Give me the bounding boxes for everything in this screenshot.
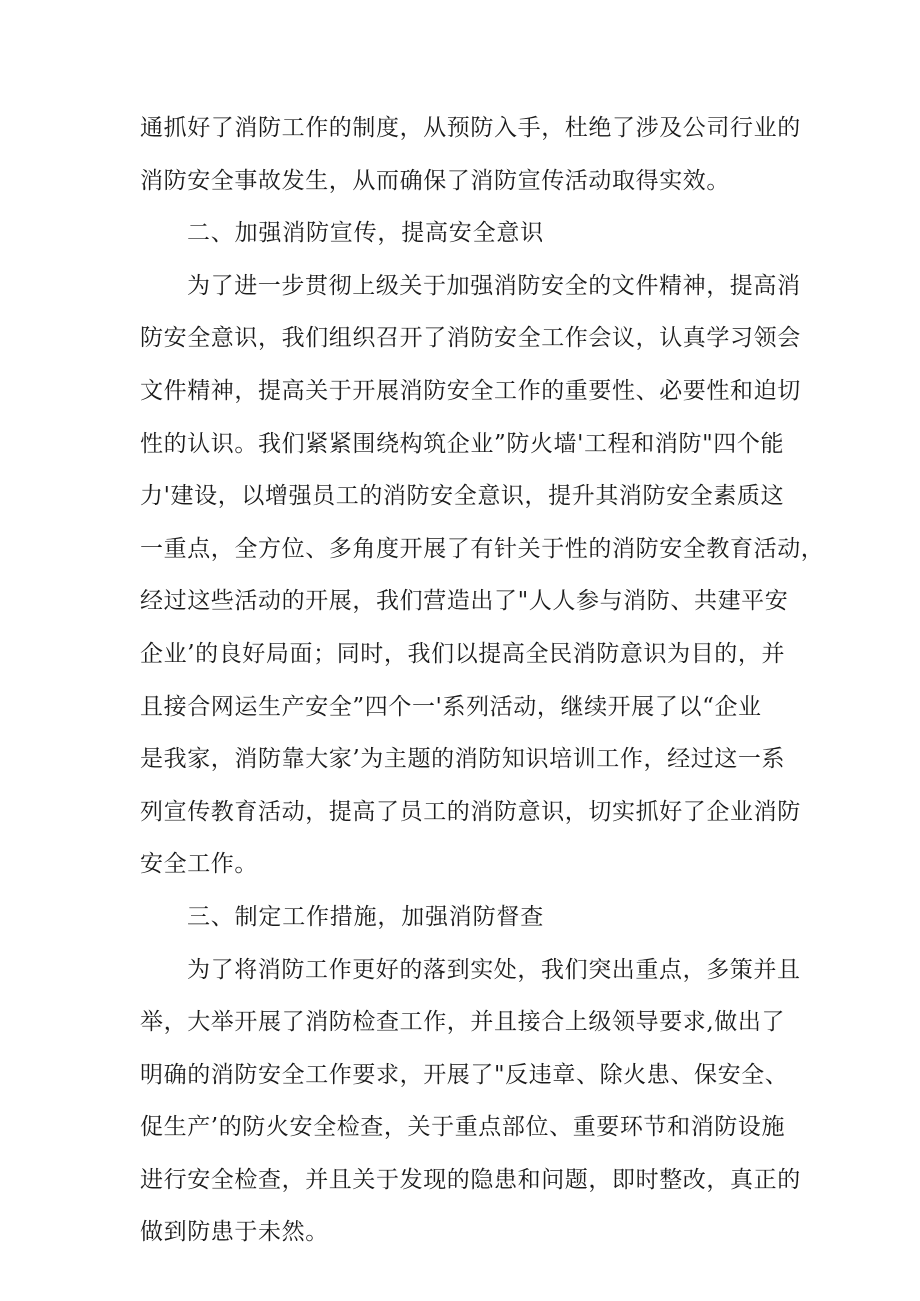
paragraph-line: 进行安全检查，并且关于发现的隐患和问题，即时整改，真正的: [140, 1166, 801, 1193]
paragraph-line: 为了进一步贯彻上级关于加强消防安全的文件精神，提高消: [187, 272, 801, 299]
paragraph-line: 力'建设，以增强员工的消防安全意识，提升其消防安全素质这: [140, 483, 785, 510]
paragraph-line: 且接合网运生产安全”四个一'系列活动，继续开展了以“企业: [140, 693, 762, 720]
paragraph-line: 促生产’的防火安全检查，关于重点部位、重要环节和消防设施: [140, 1114, 786, 1141]
paragraph-line: 为了将消防工作更好的落到实处，我们突出重点，多策并且: [187, 956, 801, 983]
section-heading-2: 二、加强消防宣传，提高安全意识: [187, 220, 544, 247]
paragraph-line: 一重点，全方位、多角度开展了有针关于性的消防安全教育活动，: [140, 535, 825, 562]
paragraph-line: 消防安全事故发生，从而确保了消防宣传活动取得实效。: [140, 167, 730, 194]
paragraph-line: 经过这些活动的开展，我们营造出了"人人参与消防、共建平安: [140, 588, 789, 615]
paragraph-line: 防安全意识，我们组织召开了消防安全工作会议，认真学习领会: [140, 325, 801, 352]
paragraph-line: 安全工作。: [140, 851, 258, 878]
paragraph-line: 明确的消防安全工作要求，开展了"反违章、除火患、保安全、: [140, 1061, 789, 1088]
paragraph-line: 通抓好了消防工作的制度，从预防入手，杜绝了涉及公司行业的: [140, 115, 801, 141]
paragraph-line: 是我家，消防靠大家’为主题的消防知识培训工作，经过这一系: [140, 746, 786, 773]
paragraph-line: 文件精神，提高关于开展消防安全工作的重要性、必要性和迫切: [140, 377, 801, 404]
section-heading-3: 三、制定工作措施，加强消防督查: [187, 903, 544, 930]
paragraph-line: 举，大举开展了消防检查工作，并且接合上级领导要求,做出了: [140, 1009, 786, 1036]
paragraph-line: 做到防患于未然。: [140, 1219, 329, 1246]
document-body: [140, 102, 825, 1259]
paragraph-line: 性的认识。我们紧紧围绕构筑企业”防火墙'工程和消防"四个能: [140, 430, 785, 457]
paragraph-line: 企业’的良好局面；同时，我们以提高全民消防意识为目的，并: [140, 640, 786, 667]
paragraph-line: 列宣传教育活动，提高了员工的消防意识，切实抓好了企业消防: [140, 798, 801, 825]
